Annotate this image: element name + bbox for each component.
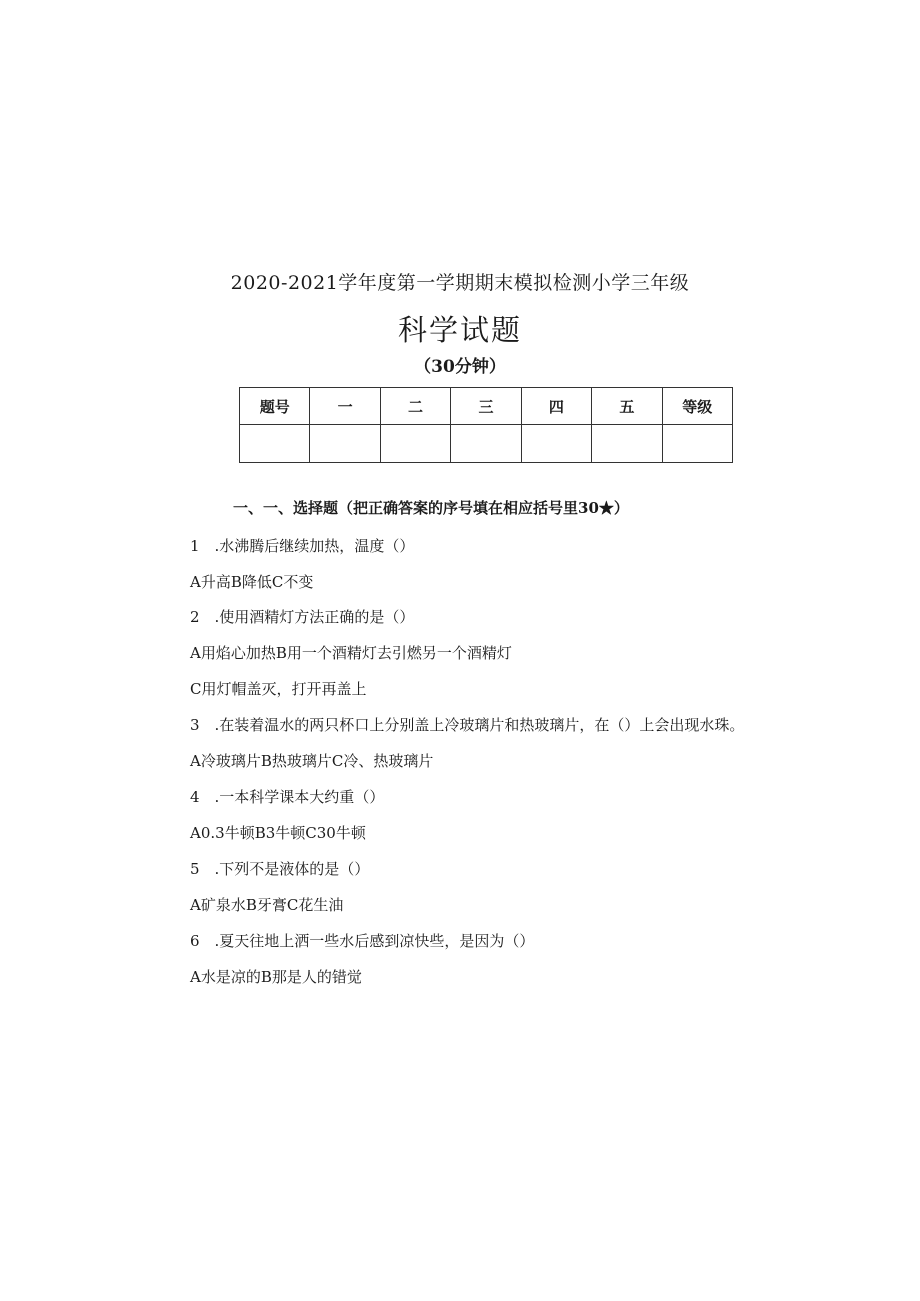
exam-subtitle: 2020-2021学年度第一学期期末模拟检测小学三年级 xyxy=(230,272,690,294)
answer-options-line: A升高B降低C不变 xyxy=(190,573,314,591)
score-blank-cell xyxy=(662,425,732,463)
question-line: 5 .下列不是液体的是（） xyxy=(190,860,370,878)
answer-options-line: A矿泉水B牙膏C花生油 xyxy=(190,896,344,914)
score-blank-cell xyxy=(240,425,310,463)
score-table xyxy=(239,387,733,463)
score-blank-cell xyxy=(451,425,521,463)
answer-options-line: A用焰心加热B用一个酒精灯去引燃另一个酒精灯 xyxy=(190,644,512,662)
score-header-cell: 等级 xyxy=(662,388,732,425)
answer-options-line: A水是凉的B那是人的错觉 xyxy=(190,968,362,986)
score-header-cell: 一 xyxy=(310,388,380,425)
exam-duration: （30分钟） xyxy=(414,357,506,377)
score-blank-cell xyxy=(592,425,662,463)
question-line: 4 .一本科学课本大约重（） xyxy=(190,788,385,806)
question-line: 6 .夏天往地上洒一些水后感到凉快些，是因为（） xyxy=(190,932,535,950)
question-line: 3 .在装着温水的两只杯口上分别盖上冷玻璃片和热玻璃片，在（）上会出现水珠。 xyxy=(190,716,745,734)
section-title: 一、一、选择题（把正确答案的序号填在相应括号里30★） xyxy=(233,499,629,517)
score-header-cell: 三 xyxy=(451,388,521,425)
score-header-cell: 题号 xyxy=(240,388,310,425)
question-line: 1 .水沸腾后继续加热，温度（） xyxy=(190,537,415,555)
score-header-cell: 五 xyxy=(592,388,662,425)
score-header-cell: 四 xyxy=(521,388,591,425)
answer-options-line: A冷玻璃片B热玻璃片C冷、热玻璃片 xyxy=(190,752,434,770)
score-blank-cell xyxy=(380,425,450,463)
score-blank-cell xyxy=(310,425,380,463)
score-blank-cell xyxy=(521,425,591,463)
score-table-header-row xyxy=(240,388,733,425)
question-line: 2 .使用酒精灯方法正确的是（） xyxy=(190,608,415,626)
score-header-cell: 二 xyxy=(380,388,450,425)
score-table-blank-row xyxy=(240,425,733,463)
exam-title: 科学试题 xyxy=(397,313,522,347)
answer-options-line: A0.3牛顿B3牛顿C30牛顿 xyxy=(190,824,366,842)
answer-options-line: C用灯帽盖灭，打开再盖上 xyxy=(190,680,367,698)
